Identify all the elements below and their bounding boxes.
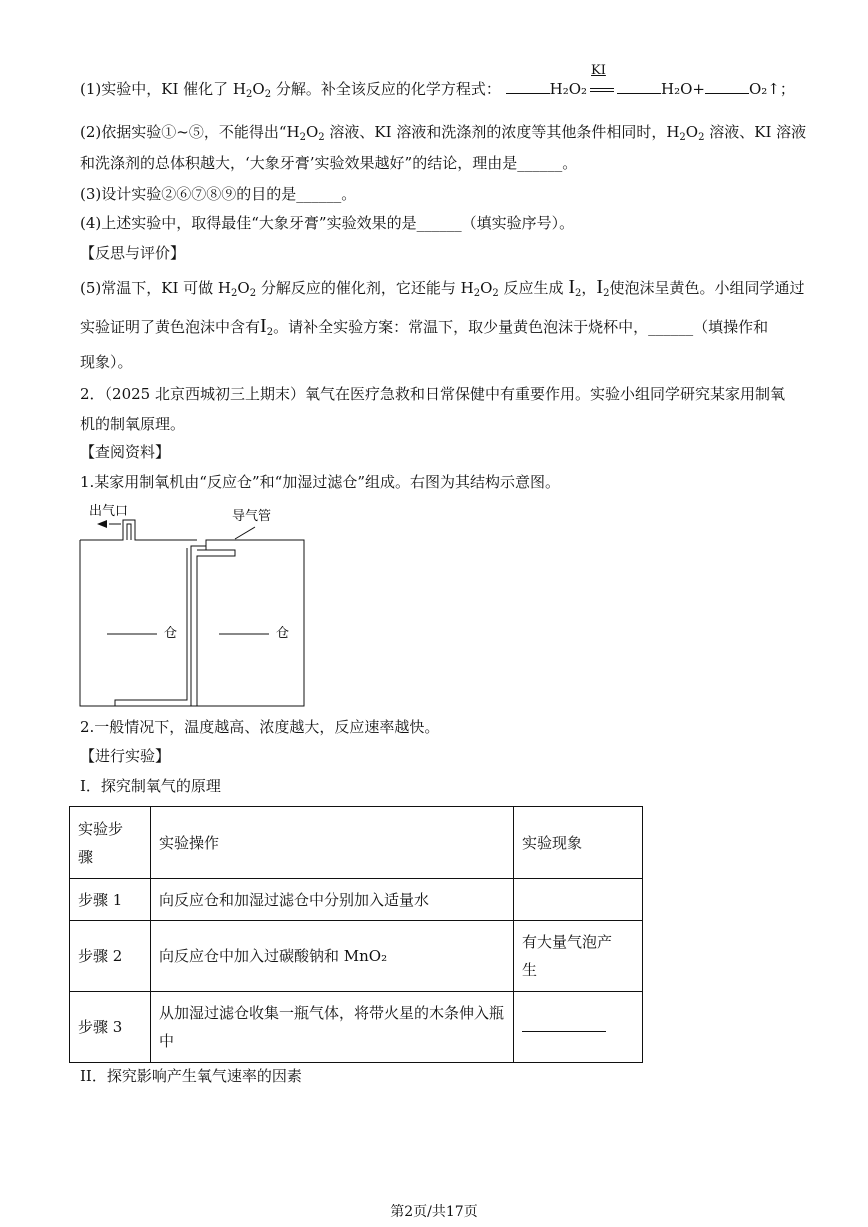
oxygen-o: O [685, 123, 699, 141]
table-header-row [70, 807, 643, 879]
subscript: 2 [679, 132, 686, 143]
question-4: (4)上述实验中，取得最佳“大象牙膏”实验效果的是______（填实验序号）。 [80, 214, 575, 232]
info-1: 1.某家用制氧机由“反应仓”和“加湿过滤仓”组成。右图为其结构示意图。 [80, 473, 560, 491]
subscript: 2 [603, 288, 610, 299]
subscript: 2 [575, 288, 582, 299]
question-2-line-1 [80, 121, 806, 149]
row-phenomenon[interactable] [514, 992, 643, 1063]
q5-text-f: 。请补全实验方案：常温下，取少量黄色泡沫于烧杯中，______（填操作和 [273, 318, 769, 336]
question-5-line-2 [80, 315, 768, 344]
q5-text-b: 分解反应的催化剂，它还能与 H [260, 279, 474, 297]
answer-blank[interactable] [506, 79, 550, 94]
equation-o2: O₂↑； [749, 80, 795, 98]
subscript: 2 [473, 288, 481, 299]
q2-text-b: 溶液、KI 溶液和洗涤剂的浓度等其他条件相同时，H [329, 123, 680, 141]
oxygen-o: O [305, 123, 319, 141]
catalyst-condition [587, 63, 617, 100]
q5-text-c: 反应生成 [503, 279, 564, 297]
tube-label: 导气管 [232, 509, 272, 524]
q2-text-c: 溶液、KI 溶液 [709, 123, 807, 141]
row-step: 步骤 3 [70, 992, 151, 1063]
question-5-line-1: (5)常温下，KI 可做 $H_2O_2$ 分解反应的催化剂，它还能与 $H_2O_2$ 反应生成 $I_2$，$I_2$使泡沫呈黄色。小组同学通过 [80, 276, 805, 299]
iodine-symbol: I [260, 315, 267, 337]
machine-outline [80, 520, 304, 706]
subscript: 2 [299, 132, 306, 143]
experiment-table [69, 806, 643, 1063]
row-operation [151, 992, 514, 1063]
oxygen-o: O [480, 279, 493, 297]
q5-text-a: (5)常温下，KI 可做 H [80, 279, 231, 297]
question-2-line-2: 和洗涤剂的总体积越大，‘大象牙膏’实验效果越好”的结论，理由是______。 [80, 154, 578, 172]
operation-line-1: 从加湿过滤仓收集一瓶气体，将带火星的木条伸入瓶 [159, 1004, 505, 1022]
oxygen-machine-diagram [75, 500, 315, 710]
operation-line-2: 中 [159, 1032, 175, 1050]
iodine-symbol: I [596, 276, 604, 298]
subscript: 2 [266, 327, 274, 338]
question-3: (3)设计实验②⑥⑦⑧⑨的目的是______。 [80, 185, 357, 203]
row-phenomenon [514, 921, 643, 992]
tube-bottom [115, 548, 191, 706]
phenomenon-line-1: 有大量气泡产 [522, 933, 613, 951]
answer-blank[interactable] [617, 79, 661, 94]
tube-label-line [235, 527, 255, 539]
right-chamber-label: 仓 [276, 626, 290, 641]
air-tube [191, 546, 235, 706]
q2-intro-line-1: 2．（2025 北京西城初三上期末）氧气在医疗急救和日常保健中有重要作用。实验小组同学研究某家用制氧 [80, 385, 785, 403]
subscript: 2 [246, 89, 253, 100]
row-step: 步骤 1 [70, 879, 151, 921]
q1-text-c: 分解。补全该反应的化学方程式： [271, 80, 501, 98]
header-step-line-2: 骤 [78, 847, 94, 866]
equation-h2o: H₂O+ [661, 80, 705, 98]
catalyst-label: KI [591, 63, 606, 78]
answer-blank[interactable] [522, 1017, 606, 1032]
table-row [70, 879, 643, 921]
part-1-heading: I．探究制氧气的原理 [80, 777, 221, 795]
iodine-symbol: I [568, 276, 576, 298]
info-2: 2.一般情况下，温度越高、浓度越大，反应速率越快。 [80, 718, 440, 736]
q2-intro-line-2: 机的制氧原理。 [80, 415, 186, 433]
row-operation: 向反应仓和加湿过滤仓中分别加入适量水 [151, 879, 514, 921]
question-1 [80, 63, 795, 106]
outlet-label: 出气口 [89, 504, 129, 519]
q1-text-a: (1)实验中，KI 催化了 H [80, 80, 246, 98]
q2-text-a: (2)依据实验①~⑤，不能得出“H [80, 123, 300, 141]
header-phenomenon: 实验现象 [514, 807, 643, 879]
header-step [70, 807, 151, 879]
row-phenomenon[interactable] [514, 879, 643, 921]
left-chamber-label: 仓 [164, 626, 178, 641]
header-step-line-1: 实验步 [78, 819, 124, 838]
row-step: 步骤 2 [70, 921, 151, 992]
q5-text-e: 实验证明了黄色泡沫中含有 [80, 318, 261, 336]
outlet-arrow-icon [97, 520, 107, 528]
subscript: 2 [698, 132, 705, 143]
experiment-heading: 【进行实验】 [80, 747, 171, 765]
header-operation: 实验操作 [151, 807, 514, 879]
answer-blank[interactable] [705, 79, 749, 94]
row-operation: 向反应仓中加入过碳酸钠和 MnO₂ [151, 921, 514, 992]
oxygen-o: O [237, 279, 250, 297]
q1-text-b: O [252, 80, 265, 98]
subscript: 2 [318, 132, 325, 143]
q5-text-d: 使泡沫呈黄色。小组同学通过 [609, 279, 805, 297]
part-2-heading: II．探究影响产生氧气速率的因素 [80, 1067, 302, 1085]
page-footer: 第2页/共17页 [390, 1204, 478, 1220]
phenomenon-line-2: 生 [522, 961, 538, 979]
subscript: 2 [264, 89, 272, 100]
reflect-heading: 【反思与评价】 [80, 244, 186, 262]
table-row [70, 992, 643, 1063]
lookup-heading: 【查阅资料】 [80, 443, 171, 461]
subscript: 2 [231, 288, 238, 299]
subscript: 2 [492, 288, 499, 299]
equation-h2o2: H₂O₂ [549, 80, 588, 98]
question-5-line-3: 现象）。 [80, 353, 133, 371]
subscript: 2 [249, 288, 257, 299]
equals-sign [590, 88, 614, 92]
table-row [70, 921, 643, 992]
